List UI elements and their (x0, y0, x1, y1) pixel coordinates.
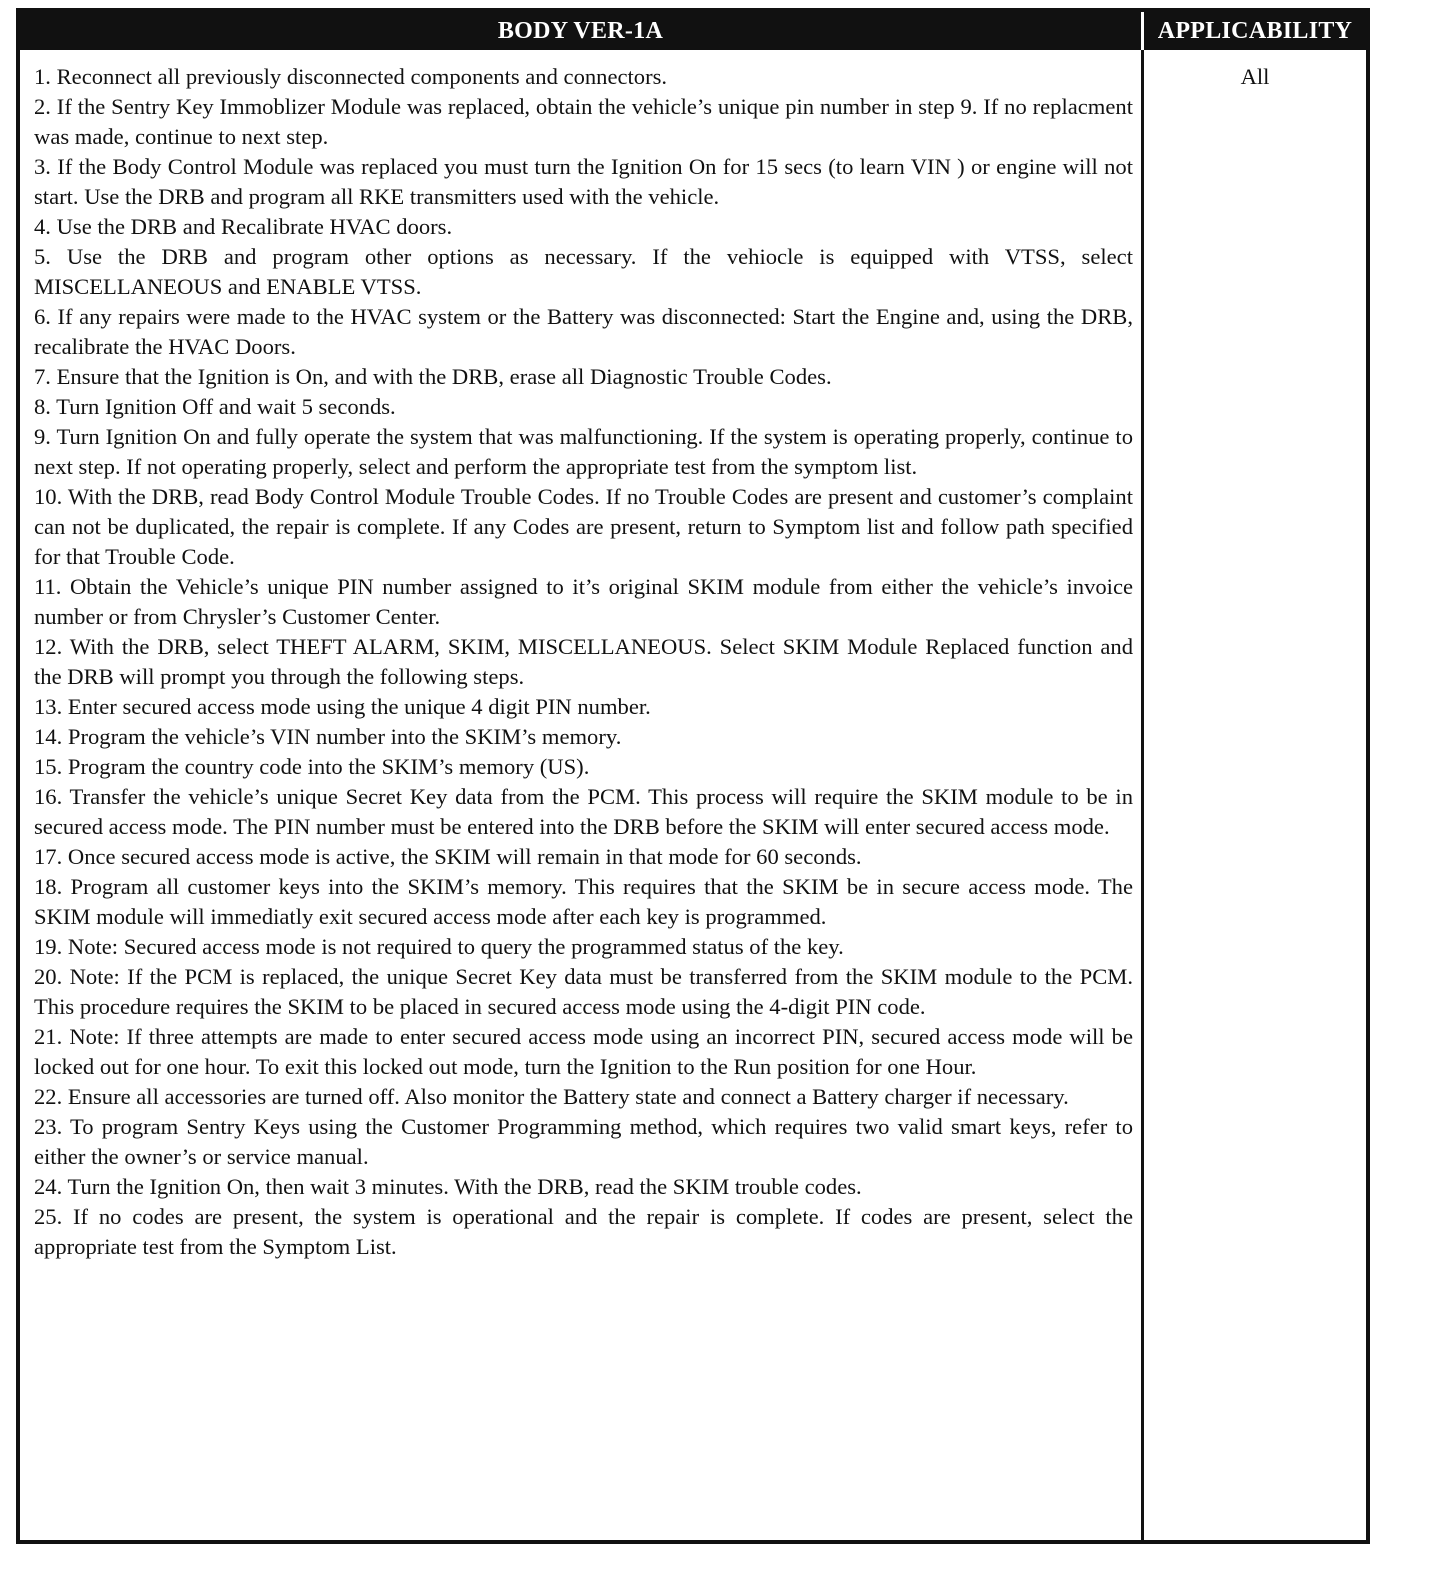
step-item: 13. Enter secured access mode using the unique 4 digit PIN number. (34, 694, 651, 719)
step-item: 18. Program all customer keys into the SKIM’s memory. This requires that the SKIM be in secure access mode. The SKIM module will immediatly exit secured access mode after each key is programmed. (34, 874, 1133, 929)
procedure-steps (20, 50, 1144, 1540)
step-item: 1. Reconnect all previously disconnected components and connectors. (34, 64, 668, 89)
step-item: 19. Note: Secured access mode is not required to query the programmed status of the key. (34, 934, 844, 959)
step-item: 8. Turn Ignition Off and wait 5 seconds. (34, 394, 396, 419)
step-item: 12. With the DRB, select THEFT ALARM, SKIM, MISCELLANEOUS. Select SKIM Module Replaced function and the DRB will prompt you through the following steps. (34, 634, 1133, 689)
step-item: 23. To program Sentry Keys using the Customer Programming method, which requires two valid smart keys, refer to either the owner’s or service manual. (34, 1114, 1133, 1169)
step-item: 7. Ensure that the Ignition is On, and with the DRB, erase all Diagnostic Trouble Codes. (34, 364, 832, 389)
step-item: 11. Obtain the Vehicle’s unique PIN number assigned to it’s original SKIM module from either the vehicle’s invoice number or from Chrysler’s Customer Center. (34, 574, 1133, 629)
step-item: 24. Turn the Ignition On, then wait 3 minutes. With the DRB, read the SKIM trouble codes. (34, 1174, 862, 1199)
step-item: 25. If no codes are present, the system is operational and the repair is complete. If codes are present, select the appropriate test from the Symptom List. (34, 1204, 1133, 1259)
step-item: 20. Note: If the PCM is replaced, the unique Secret Key data must be transferred from the SKIM module to the PCM. This procedure requires the SKIM to be placed in secured access mode using the 4-digit PIN code. (34, 964, 1133, 1019)
step-item: 21. Note: If three attempts are made to enter secured access mode using an incorrect PIN, secured access mode will be locked out for one hour. To exit this locked out mode, turn the Ignition to the Run position for one Hour. (34, 1024, 1133, 1079)
step-item: 14. Program the vehicle’s VIN number into the SKIM’s memory. (34, 724, 622, 749)
table-title: BODY VER-1A (20, 12, 1144, 50)
step-item: 5. Use the DRB and program other options as necessary. If the vehiocle is equipped with VTSS, select MISCELLANEOUS and ENABLE VTSS. (34, 244, 1133, 299)
step-item: 3. If the Body Control Module was replaced you must turn the Ignition On for 15 secs (to learn VIN ) or engine will not start. Use the DRB and program all RKE transmitters used with the vehicle. (34, 154, 1133, 209)
applicability-value: All (1240, 64, 1270, 89)
step-item: 9. Turn Ignition On and fully operate the system that was malfunctioning. If the system is operating properly, continue to next step. If not operating properly, select and perform the appropriate test from the symptom list. (34, 424, 1133, 479)
applicability-header: APPLICABILITY (1144, 12, 1366, 50)
procedure-table (16, 8, 1370, 1544)
step-item: 2. If the Sentry Key Immoblizer Module was replaced, obtain the vehicle’s unique pin number in step 9. If no replacment was made, continue to next step. (34, 94, 1133, 149)
step-item: 4. Use the DRB and Recalibrate HVAC doors. (34, 214, 453, 239)
step-item: 10. With the DRB, read Body Control Module Trouble Codes. If no Trouble Codes are present and customer’s complaint can not be duplicated, the repair is complete. If any Codes are present, return to Symptom list and follow path specified for that Trouble Code. (34, 484, 1133, 569)
step-item: 15. Program the country code into the SKIM’s memory (US). (34, 754, 590, 779)
step-item: 22. Ensure all accessories are turned off. Also monitor the Battery state and connect a Battery charger if necessary. (34, 1084, 1069, 1109)
step-item: 6. If any repairs were made to the HVAC system or the Battery was disconnected: Start the Engine and, using the DRB, recalibrate the HVAC Doors. (34, 304, 1133, 359)
step-item: 17. Once secured access mode is active, the SKIM will remain in that mode for 60 seconds. (34, 844, 862, 869)
step-item: 16. Transfer the vehicle’s unique Secret Key data from the PCM. This process will require the SKIM module to be in secured access mode. The PIN number must be entered into the DRB before the SKIM will enter secured access mode. (34, 784, 1133, 839)
